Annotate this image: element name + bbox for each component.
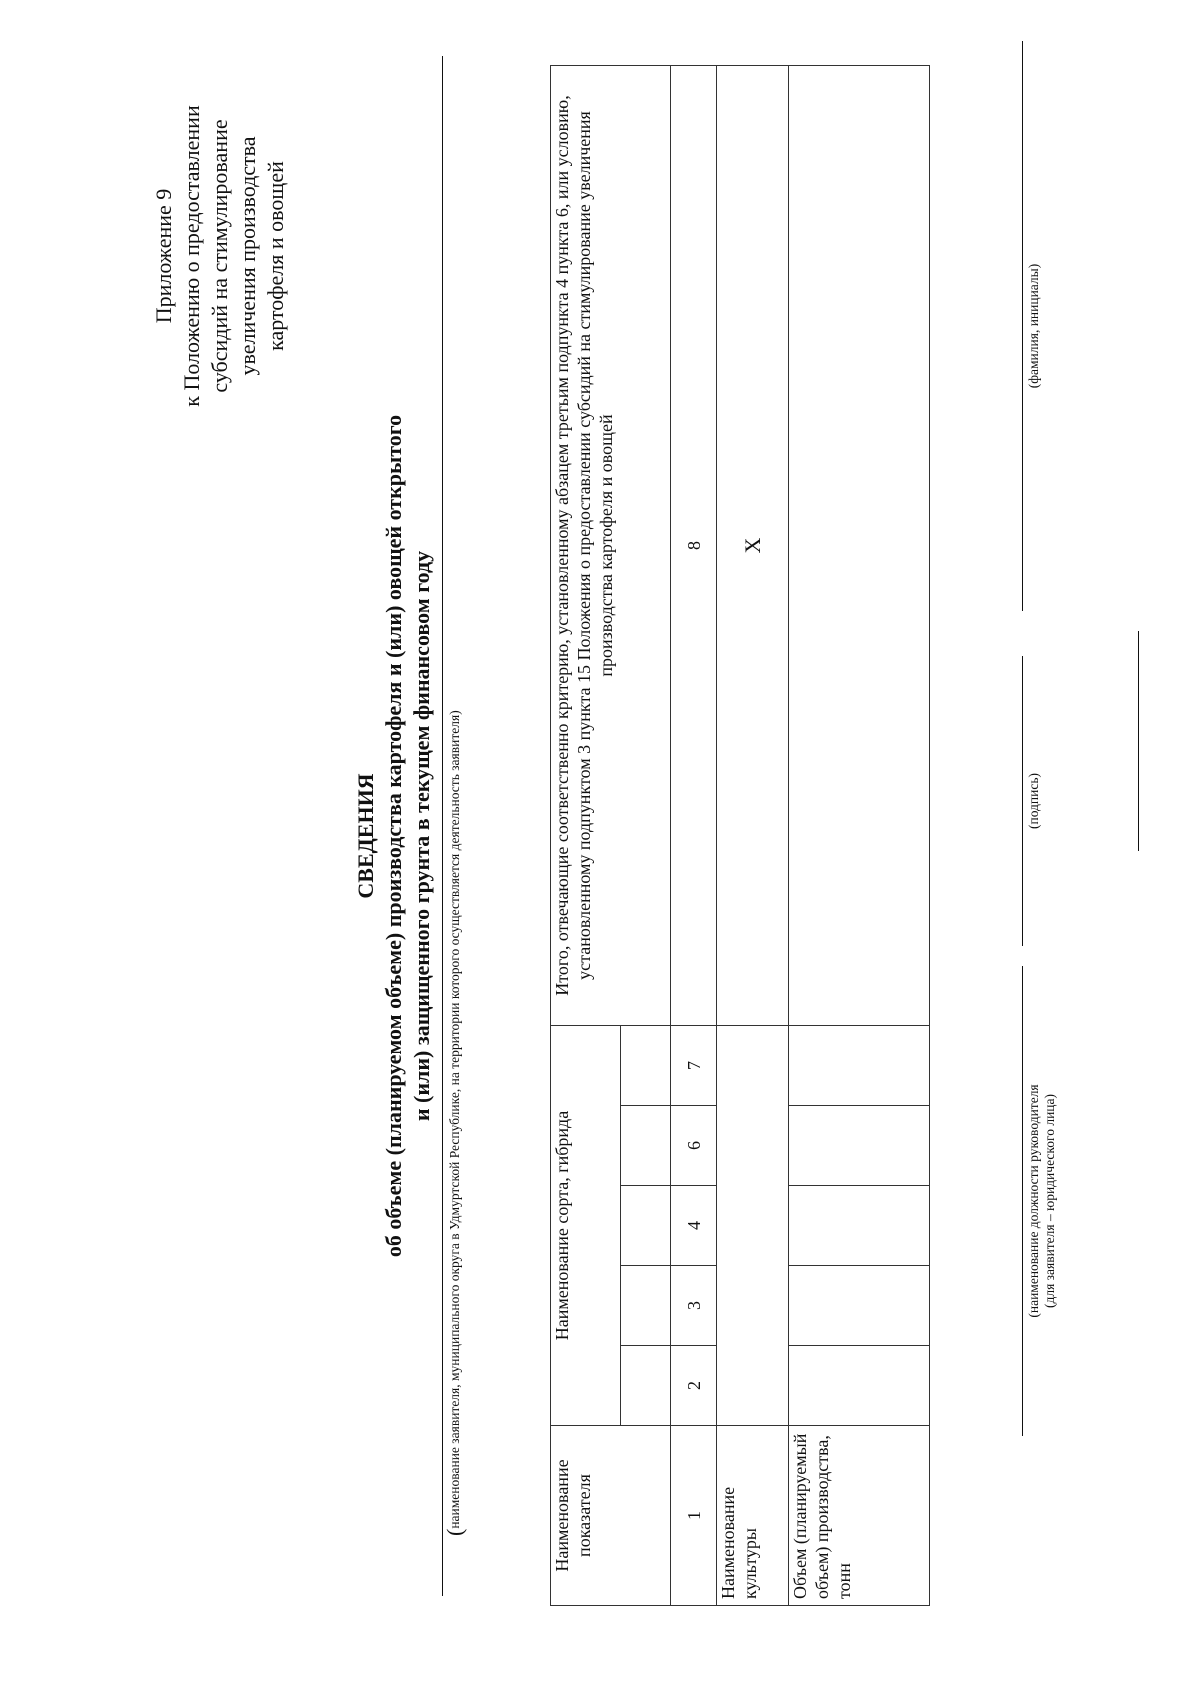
column-number: 3 [671,1266,717,1346]
table-row [717,66,789,1606]
applicant-caption-text: наименование заявителя, муниципального округа в Удмуртской Республике, на территории которого осуществляется деятельность заявителя) [447,710,462,1529]
column-number: 6 [671,1106,717,1186]
row-total-cell: Х [717,66,789,1026]
applicant-caption-paren: ( [442,1528,467,1536]
signature-caption: (подпись) [1026,772,1041,830]
position-signature-line [1022,966,1023,1436]
variety-subcell [621,1186,671,1266]
table-row [789,66,930,1606]
row-value-cell[interactable] [789,1106,930,1186]
variety-subcell [621,1266,671,1346]
row-value-cell[interactable] [789,1186,930,1266]
title-line-2: и (или) защищенного грунта в текущем финансовом году [409,550,434,1122]
column-number: 8 [671,66,717,1026]
applicant-caption [442,136,467,1536]
position-caption [1026,966,1058,1436]
row-value-cell[interactable] [789,1266,930,1346]
appendix-line: субсидий на стимулирование [207,119,232,393]
row-value-cell[interactable] [789,1026,930,1106]
position-caption-line-1: (наименование должности руководителя [1026,1084,1041,1318]
appendix-line: к Положению о предоставлении [179,105,204,407]
data-table [550,65,930,1606]
name-caption: (фамилия, инициалы) [1026,263,1041,389]
appendix-line: Приложение 9 [151,188,176,324]
appendix-note [150,46,290,466]
row-value-cell[interactable] [789,1346,930,1426]
variety-subcell [621,1346,671,1426]
row-variety-cell[interactable] [717,1026,789,1426]
document-title [352,86,436,1586]
variety-subcell [621,1106,671,1186]
appendix-line: увеличения производства [235,136,260,376]
column-number: 7 [671,1026,717,1106]
name-signature-line [1022,41,1023,611]
position-caption-line-2: (для заявителя – юридического лица) [1042,1093,1057,1309]
column-number: 1 [671,1426,717,1606]
header-variety: Наименование сорта, гибрида [551,1026,621,1426]
title-line-1: об объеме (планируемом объеме) производства картофеля и (или) овощей открытого [381,414,406,1258]
column-number: 4 [671,1186,717,1266]
header-indicator: Наименование показателя [551,1426,671,1606]
stamp-line [1138,631,1139,851]
applicant-blank-line [442,56,443,1596]
variety-subcell [621,1026,671,1106]
row-label: Объем (планируемый объем) производства, тонн [789,1426,930,1606]
column-number: 2 [671,1346,717,1426]
title-heading: СВЕДЕНИЯ [353,773,378,899]
header-total: Итого, отвечающие соответственно критерию, установленному абзацем третьим подпункта 4 пункта 6, или условию, установленному подпунктом 3 пункта 15 Положения о предоставлении субсидий на стимулирование увеличения производства картофеля и овощей [551,66,671,1026]
signature-line [1022,656,1023,946]
row-label: Наименование культуры [717,1426,789,1606]
appendix-line: картофеля и овощей [263,161,288,351]
row-total-cell[interactable] [789,66,930,1026]
